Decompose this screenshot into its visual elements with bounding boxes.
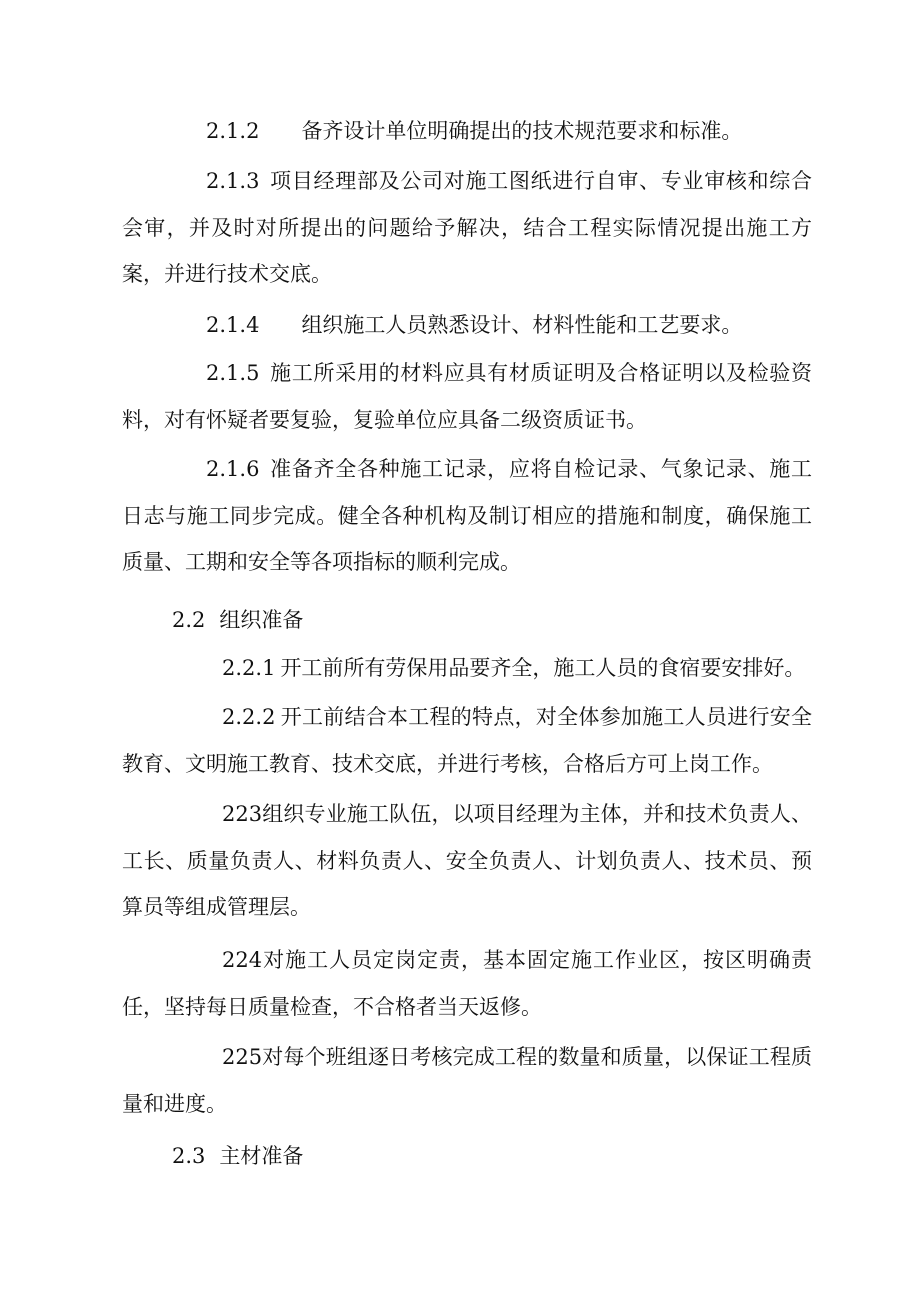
clause-number: 2.1.4 <box>206 313 260 337</box>
clause-text: 开工前结合本工程的特点，对全体参加施工人员进行安全教育、文明施工教育、技术交底，并进行考核，合格后方可上岗工作。 <box>122 705 812 776</box>
section-title: 组织准备 <box>219 608 304 632</box>
paragraph-2-1-2 <box>122 108 812 155</box>
clause-text: 对每个班组逐日考核完成工程的数量和质量，以保证工程质量和进度。 <box>122 1045 812 1116</box>
clause-text: 开工前所有劳保用品要齐全，施工人员的食宿要安排好。 <box>280 656 806 680</box>
paragraph-2-2-4 <box>122 937 812 1030</box>
clause-number: 2.1.5 <box>206 361 260 385</box>
clause-text: 施工所采用的材料应具有材质证明及合格证明以及检验资料，对有怀疑者要复验，复验单位应具备二级资质证书。 <box>122 361 812 432</box>
clause-number: 225 <box>222 1045 263 1069</box>
section-heading-2-3 <box>122 1133 812 1180</box>
clause-text: 组织专业施工队伍，以项目经理为主体，并和技术负责人、工长、质量负责人、材料负责人、安全负责人、计划负责人、技术员、预算员等组成管理层。 <box>122 802 812 919</box>
clause-text: 备齐设计单位明确提出的技术规范要求和标准。 <box>301 119 743 143</box>
paragraph-2-2-3 <box>122 791 812 931</box>
paragraph-2-2-2 <box>122 694 812 787</box>
clause-text: 组织施工人员熟悉设计、材料性能和工艺要求。 <box>301 313 743 337</box>
clause-number: 224 <box>222 948 263 972</box>
paragraph-2-1-3 <box>122 158 812 298</box>
clause-number: 2.1.2 <box>206 119 260 143</box>
paragraph-2-1-4 <box>122 302 812 349</box>
clause-number: 2.1.3 <box>206 169 260 193</box>
paragraph-2-1-5 <box>122 350 812 443</box>
clause-text: 准备齐全各种施工记录，应将自检记录、气象记录、施工日志与施工同步完成。健全各种机构及制订相应的措施和制度，确保施工质量、工期和安全等各项指标的顺利完成。 <box>122 457 812 574</box>
clause-text: 项目经理部及公司对施工图纸进行自审、专业审核和综合会审，并及时对所提出的问题给予解决，结合工程实际情况提出施工方案，并进行技术交底。 <box>122 169 812 286</box>
section-number: 2.2 <box>172 608 206 632</box>
clause-text: 对施工人员定岗定责，基本固定施工作业区，按区明确责任，坚持每日质量检查，不合格者当天返修。 <box>122 948 812 1019</box>
clause-number: 2.2.1 <box>222 656 276 680</box>
section-heading-2-2 <box>122 597 812 644</box>
paragraph-2-1-6 <box>122 446 812 586</box>
section-number: 2.3 <box>172 1144 206 1168</box>
section-title: 主材准备 <box>219 1144 304 1168</box>
paragraph-2-2-5 <box>122 1034 812 1127</box>
paragraph-2-2-1 <box>122 645 812 692</box>
clause-number: 2.1.6 <box>206 457 260 481</box>
clause-number: 223 <box>222 802 263 826</box>
clause-number: 2.2.2 <box>222 705 276 729</box>
